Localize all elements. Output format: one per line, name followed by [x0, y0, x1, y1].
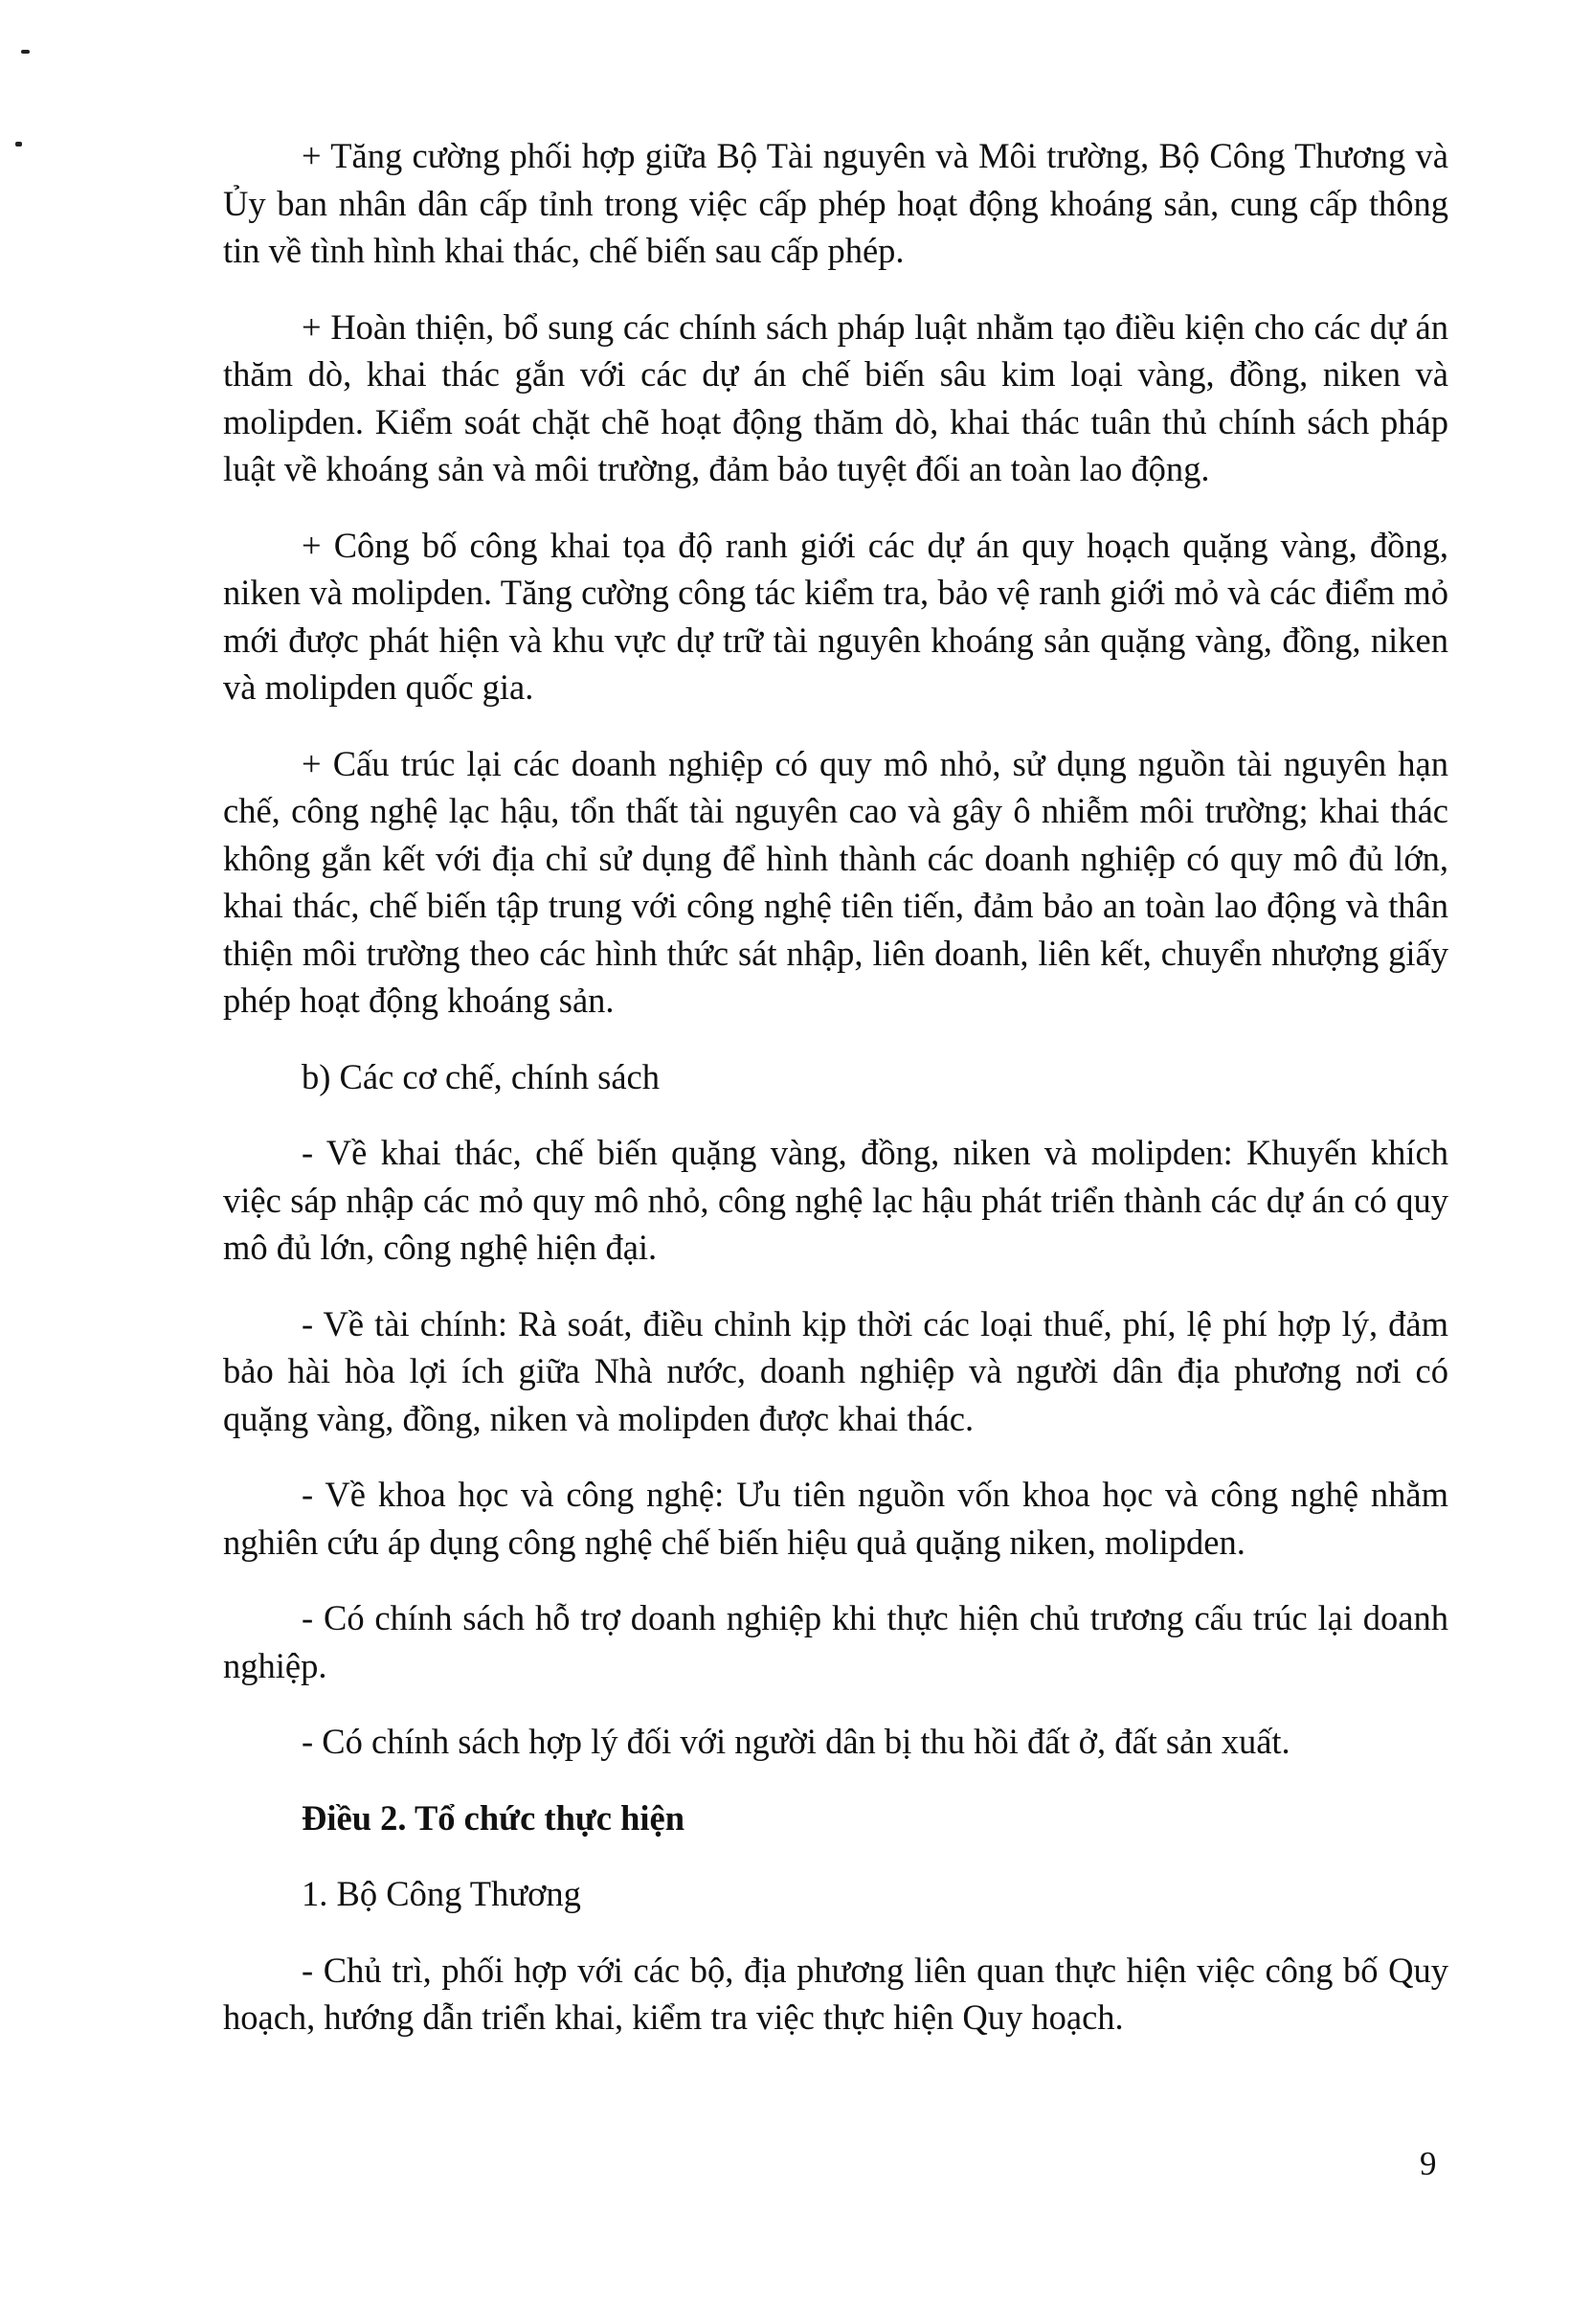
paragraph-legal-policy: + Hoàn thiện, bổ sung các chính sách pháp luật nhằm tạo điều kiện cho các dự án thăm dò, khai thác gắn với các dự án chế biến sâu kim loại vàng, đồng, niken và molipden. Kiểm soát chặt chẽ hoạt động thăm dò, khai thác tuân thủ chính sách pháp luật về khoáng sản và môi trường, đảm bảo tuyệt đối an toàn lao động.: [223, 306, 1448, 488]
paragraph-coordination: + Tăng cường phối hợp giữa Bộ Tài nguyên và Môi trường, Bộ Công Thương và Ủy ban nhân dân cấp tỉnh trong việc cấp phép hoạt động khoáng sản, cung cấp thông tin về tình hình khai thác, chế biến sau cấp phép.: [223, 136, 1448, 270]
paragraph-boundary-disclosure: + Công bố công khai tọa độ ranh giới các dự án quy hoạch quặng vàng, đồng, niken và molipden. Tăng cường công tác kiểm tra, bảo vệ ranh giới mỏ và các điểm mỏ mới được phát hiện và khu vực dự trữ tài nguyên khoáng sản quặng vàng, đồng, niken và molipden quốc gia.: [223, 525, 1448, 707]
paragraph-land-recovery: - Có chính sách hợp lý đối với người dân bị thu hồi đất ở, đất sản xuất.: [302, 1722, 1290, 1761]
section-heading-mechanisms: b) Các cơ chế, chính sách: [302, 1056, 661, 1096]
paragraph-business-support: - Có chính sách hỗ trợ doanh nghiệp khi thực hiện chủ trương cấu trúc lại doanh nghiệp.: [223, 1598, 1448, 1685]
paragraph-science-technology: - Về khoa học và công nghệ: Ưu tiên nguồn vốn khoa học và công nghệ nhằm nghiên cứu áp dụng công nghệ chế biến hiệu quả quặng niken, molipden.: [223, 1475, 1448, 1562]
document-body: [223, 132, 1448, 2042]
paragraph-enterprise-restructuring: + Cấu trúc lại các doanh nghiệp có quy mô nhỏ, sử dụng nguồn tài nguyên hạn chế, công nghệ lạc hậu, tổn thất tài nguyên cao và gây ô nhiễm môi trường; khai thác không gắn kết với địa chỉ sử dụng để hình thành các doanh nghiệp có quy mô đủ lớn, khai thác, chế biến tập trung với công nghệ tiên tiến, đảm bảo an toàn lao động và thân thiện môi trường theo các hình thức sát nhập, liên doanh, liên kết, chuyển nhượng giấy phép hoạt động khoáng sản.: [223, 743, 1448, 1020]
article-heading: Điều 2. Tổ chức thực hiện: [302, 1797, 685, 1838]
paragraph-finance: - Về tài chính: Rà soát, điều chỉnh kịp thời các loại thuế, phí, lệ phí hợp lý, đảm bảo hài hòa lợi ích giữa Nhà nước, doanh nghiệp và người dân địa phương nơi có quặng vàng, đồng, niken và molipden được khai thác.: [223, 1303, 1448, 1438]
paragraph-mining-processing: - Về khai thác, chế biến quặng vàng, đồng, niken và molipden: Khuyến khích việc sáp nhập các mỏ quy mô nhỏ, công nghệ lạc hậu phát triển thành các dự án có quy mô đủ lớn, công nghệ hiện đại.: [223, 1133, 1448, 1267]
subheading-ministry: 1. Bộ Công Thương: [302, 1874, 581, 1913]
page-number: 9: [1420, 2145, 1437, 2182]
scan-mark-left: [15, 142, 22, 147]
scan-mark-top: [21, 50, 30, 54]
paragraph-ministry-duties: - Chủ trì, phối hợp với các bộ, địa phương liên quan thực hiện việc công bố Quy hoạch, hướng dẫn triển khai, kiểm tra việc thực hiện Quy hoạch.: [223, 1950, 1448, 2037]
